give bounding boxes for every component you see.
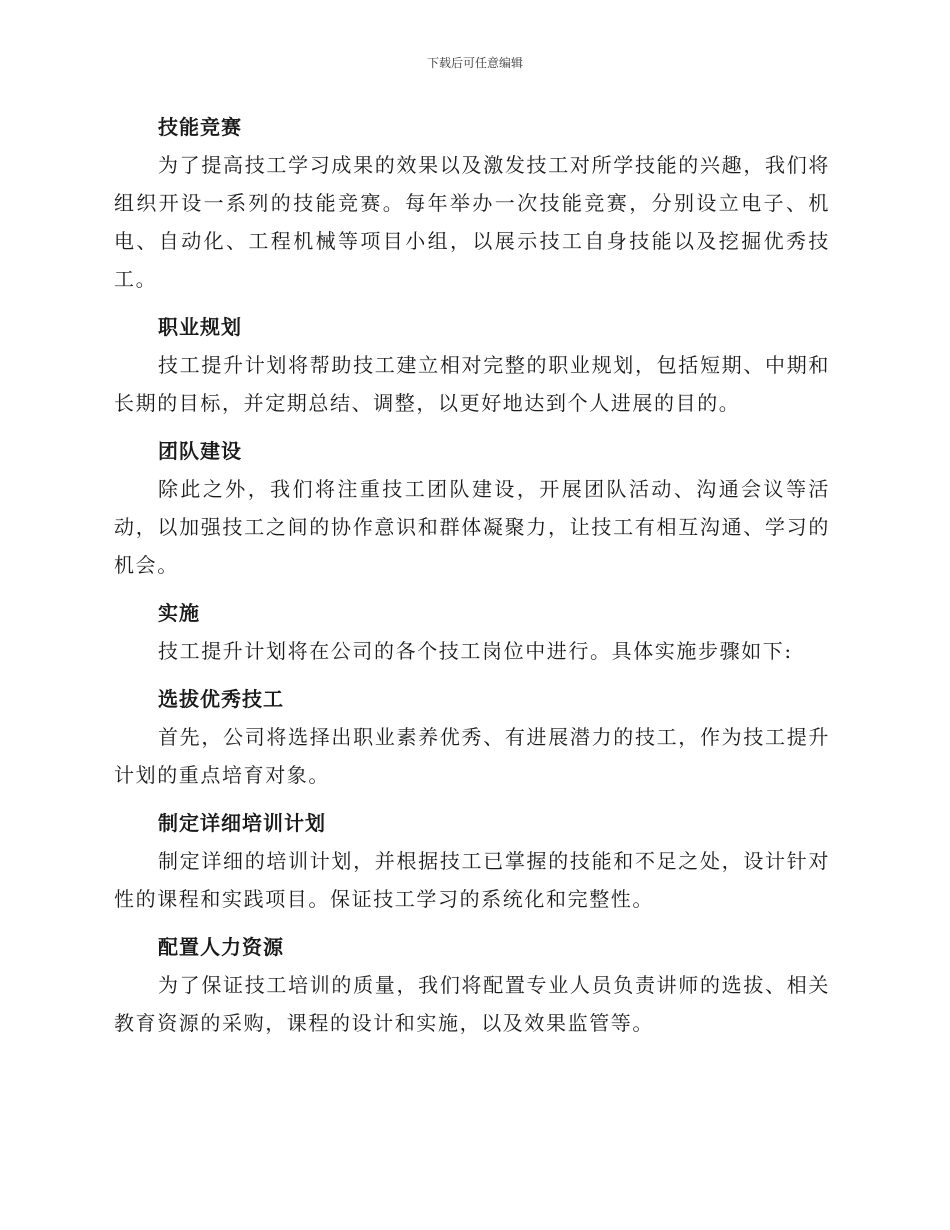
section-implementation: [114, 594, 830, 670]
section-paragraph: 技工提升计划将帮助技工建立相对完整的职业规划，包括短期、中期和长期的目标，并定期总结、调整，以更好地达到个人进展的目的。: [114, 353, 830, 415]
section-paragraph: 为了提高技工学习成果的效果以及激发技工对所学技能的兴趣，我们将组织开设一系列的技能竞赛。每年举办一次技能竞赛，分别设立电子、机电、自动化、工程机械等项目小组，以展示技工自身技能以及挖掘优秀技工。: [114, 153, 830, 291]
section-title: 团队建设: [158, 439, 242, 463]
section-select-technicians: [114, 680, 830, 794]
section-title: 技能竞赛: [158, 115, 242, 139]
section-human-resources: [114, 928, 830, 1042]
section-paragraph: 除此之外，我们将注重技工团队建设，开展团队活动、沟通会议等活动，以加强技工之间的协作意识和群体凝聚力，让技工有相互沟通、学习的机会。: [114, 477, 830, 577]
section-title: 职业规划: [158, 315, 242, 339]
header-note: 下载后可任意编辑: [426, 56, 523, 70]
section-paragraph: 技工提升计划将在公司的各个技工岗位中进行。具体实施步骤如下:: [158, 639, 793, 663]
section-title: 选拔优秀技工: [158, 687, 284, 711]
section-paragraph: 首先，公司将选择出职业素养优秀、有进展潜力的技工，作为技工提升计划的重点培育对象。: [114, 725, 830, 787]
section-paragraph: 制定详细的培训计划，并根据技工已掌握的技能和不足之处，设计针对性的课程和实践项目。保证技工学习的系统化和完整性。: [114, 849, 830, 911]
section-team-building: [114, 432, 830, 584]
section-title: 制定详细培训计划: [158, 811, 326, 835]
document-body: [114, 108, 830, 1052]
section-training-plan: [114, 804, 830, 918]
section-title: 配置人力资源: [158, 935, 284, 959]
section-title: 实施: [158, 601, 200, 625]
section-paragraph: 为了保证技工培训的质量，我们将配置专业人员负责讲师的选拔、相关教育资源的采购，课程的设计和实施，以及效果监管等。: [114, 973, 830, 1035]
section-career-planning: [114, 308, 830, 422]
section-skill-competition: [114, 108, 830, 298]
